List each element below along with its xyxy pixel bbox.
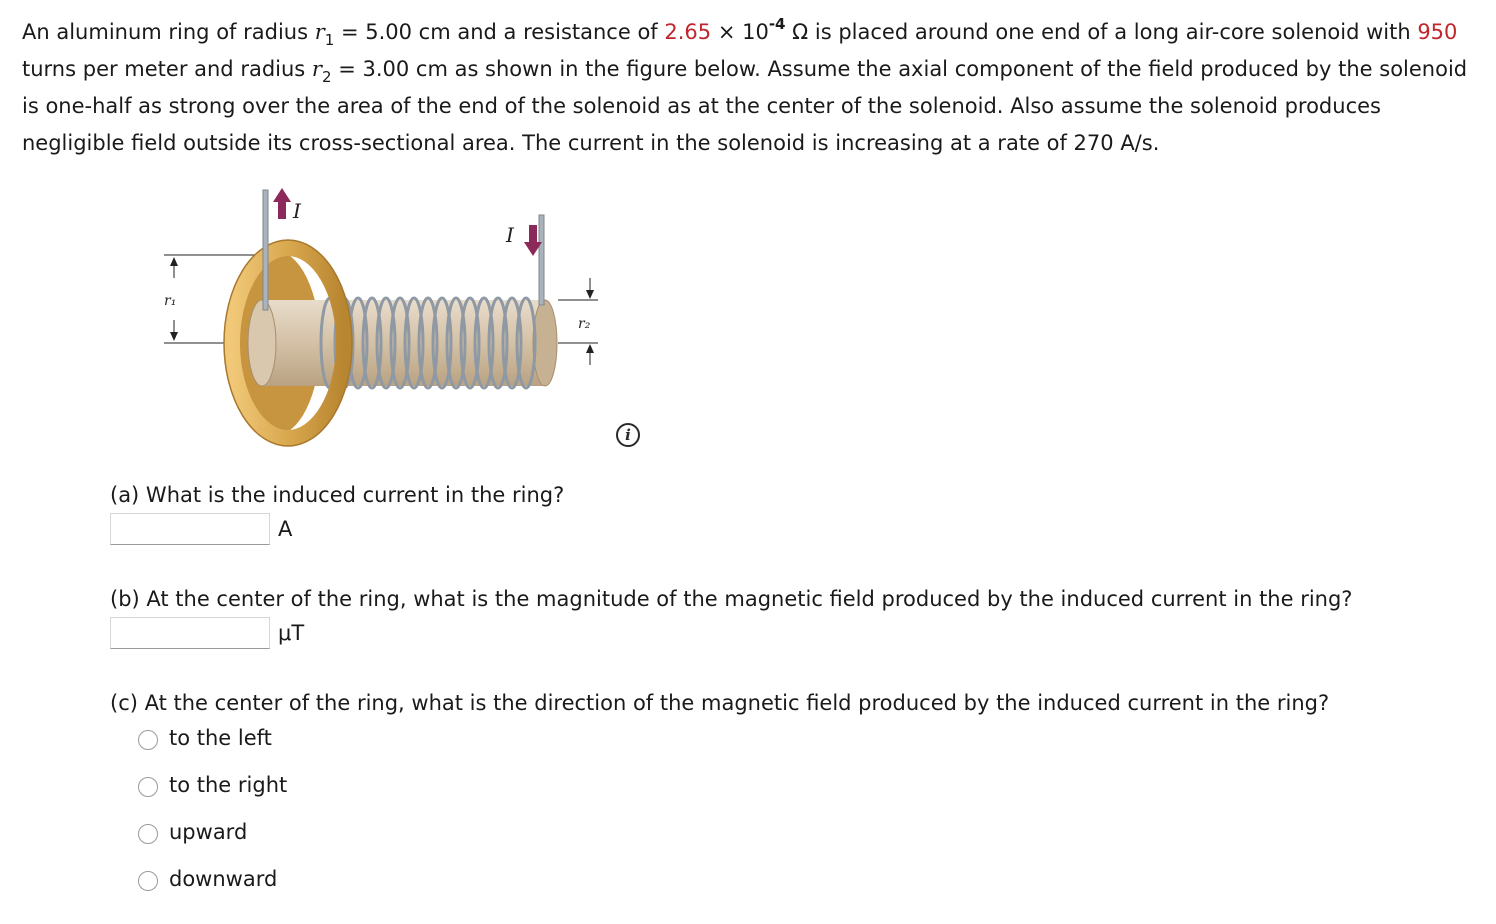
r2-subscript: 2 [321, 68, 332, 86]
problem-statement [22, 14, 1484, 162]
part-a-answer-input[interactable] [110, 513, 270, 545]
r1-subscript: 1 [324, 31, 335, 49]
turns-value: 950 [1417, 20, 1458, 44]
solenoid-ring-figure [150, 170, 650, 460]
option-label: to the right [169, 773, 288, 797]
resistance-value: 2.65 [664, 20, 712, 44]
part-b-answer-input[interactable] [110, 617, 270, 649]
option-downward[interactable] [138, 864, 277, 894]
problem-text-1: An aluminum ring of radius [22, 20, 315, 44]
part-b-unit: μT [278, 621, 305, 645]
r1-variable: r [314, 20, 325, 44]
radio-button[interactable] [138, 871, 158, 891]
right-wire [539, 215, 544, 305]
part-a-answer-row [110, 512, 292, 546]
radio-button[interactable] [138, 824, 158, 844]
part-a-question: (a) What is the induced current in the ring? [110, 483, 565, 507]
problem-text-5: turns per meter and radius [22, 57, 312, 81]
option-label: downward [169, 867, 278, 891]
current-label-right: I [506, 223, 514, 247]
r2-variable: r [311, 57, 322, 81]
option-to-the-left[interactable] [138, 723, 272, 753]
option-upward[interactable] [138, 817, 247, 847]
solenoid-end [533, 300, 557, 386]
part-b-question: (b) At the center of the ring, what is the magnitude of the magnetic field produced by the induced current in the ring? [110, 587, 1353, 611]
option-label: to the left [169, 726, 272, 750]
radio-button[interactable] [138, 730, 158, 750]
r2-label: r₂ [578, 316, 591, 332]
problem-text-2: = 5.00 cm and a resistance of [334, 20, 665, 44]
info-icon[interactable]: i [616, 423, 640, 447]
part-b-answer-row [110, 616, 304, 650]
part-c-question: (c) At the center of the ring, what is the direction of the magnetic field produced by the induced current in the ring? [110, 691, 1330, 715]
problem-text-4: Ω is placed around one end of a long air-core solenoid with [785, 20, 1418, 44]
part-a-unit: A [278, 517, 293, 541]
r1-label: r₁ [164, 293, 177, 309]
option-to-the-right[interactable] [138, 770, 287, 800]
current-arrow-up [273, 188, 291, 219]
problem-text-3: × 10 [711, 20, 769, 44]
figure-illustration [150, 170, 650, 460]
core-front-face [248, 300, 276, 386]
current-label-left: I [293, 199, 301, 223]
resistance-exponent: -4 [768, 15, 786, 33]
left-wire [263, 190, 268, 310]
problem-text-6: = 3.00 cm as shown in the figure below. Assume the axial component of the field produced by the solenoid is one-half as strong over the area of the end of the solenoid as at the center of the solenoid. Also assume the solenoid produces negligible field outside its cross-sectional area. The current in the solenoid is increasing at a rate of 270 A/s. [22, 57, 1468, 155]
radio-button[interactable] [138, 777, 158, 797]
option-label: upward [169, 820, 248, 844]
